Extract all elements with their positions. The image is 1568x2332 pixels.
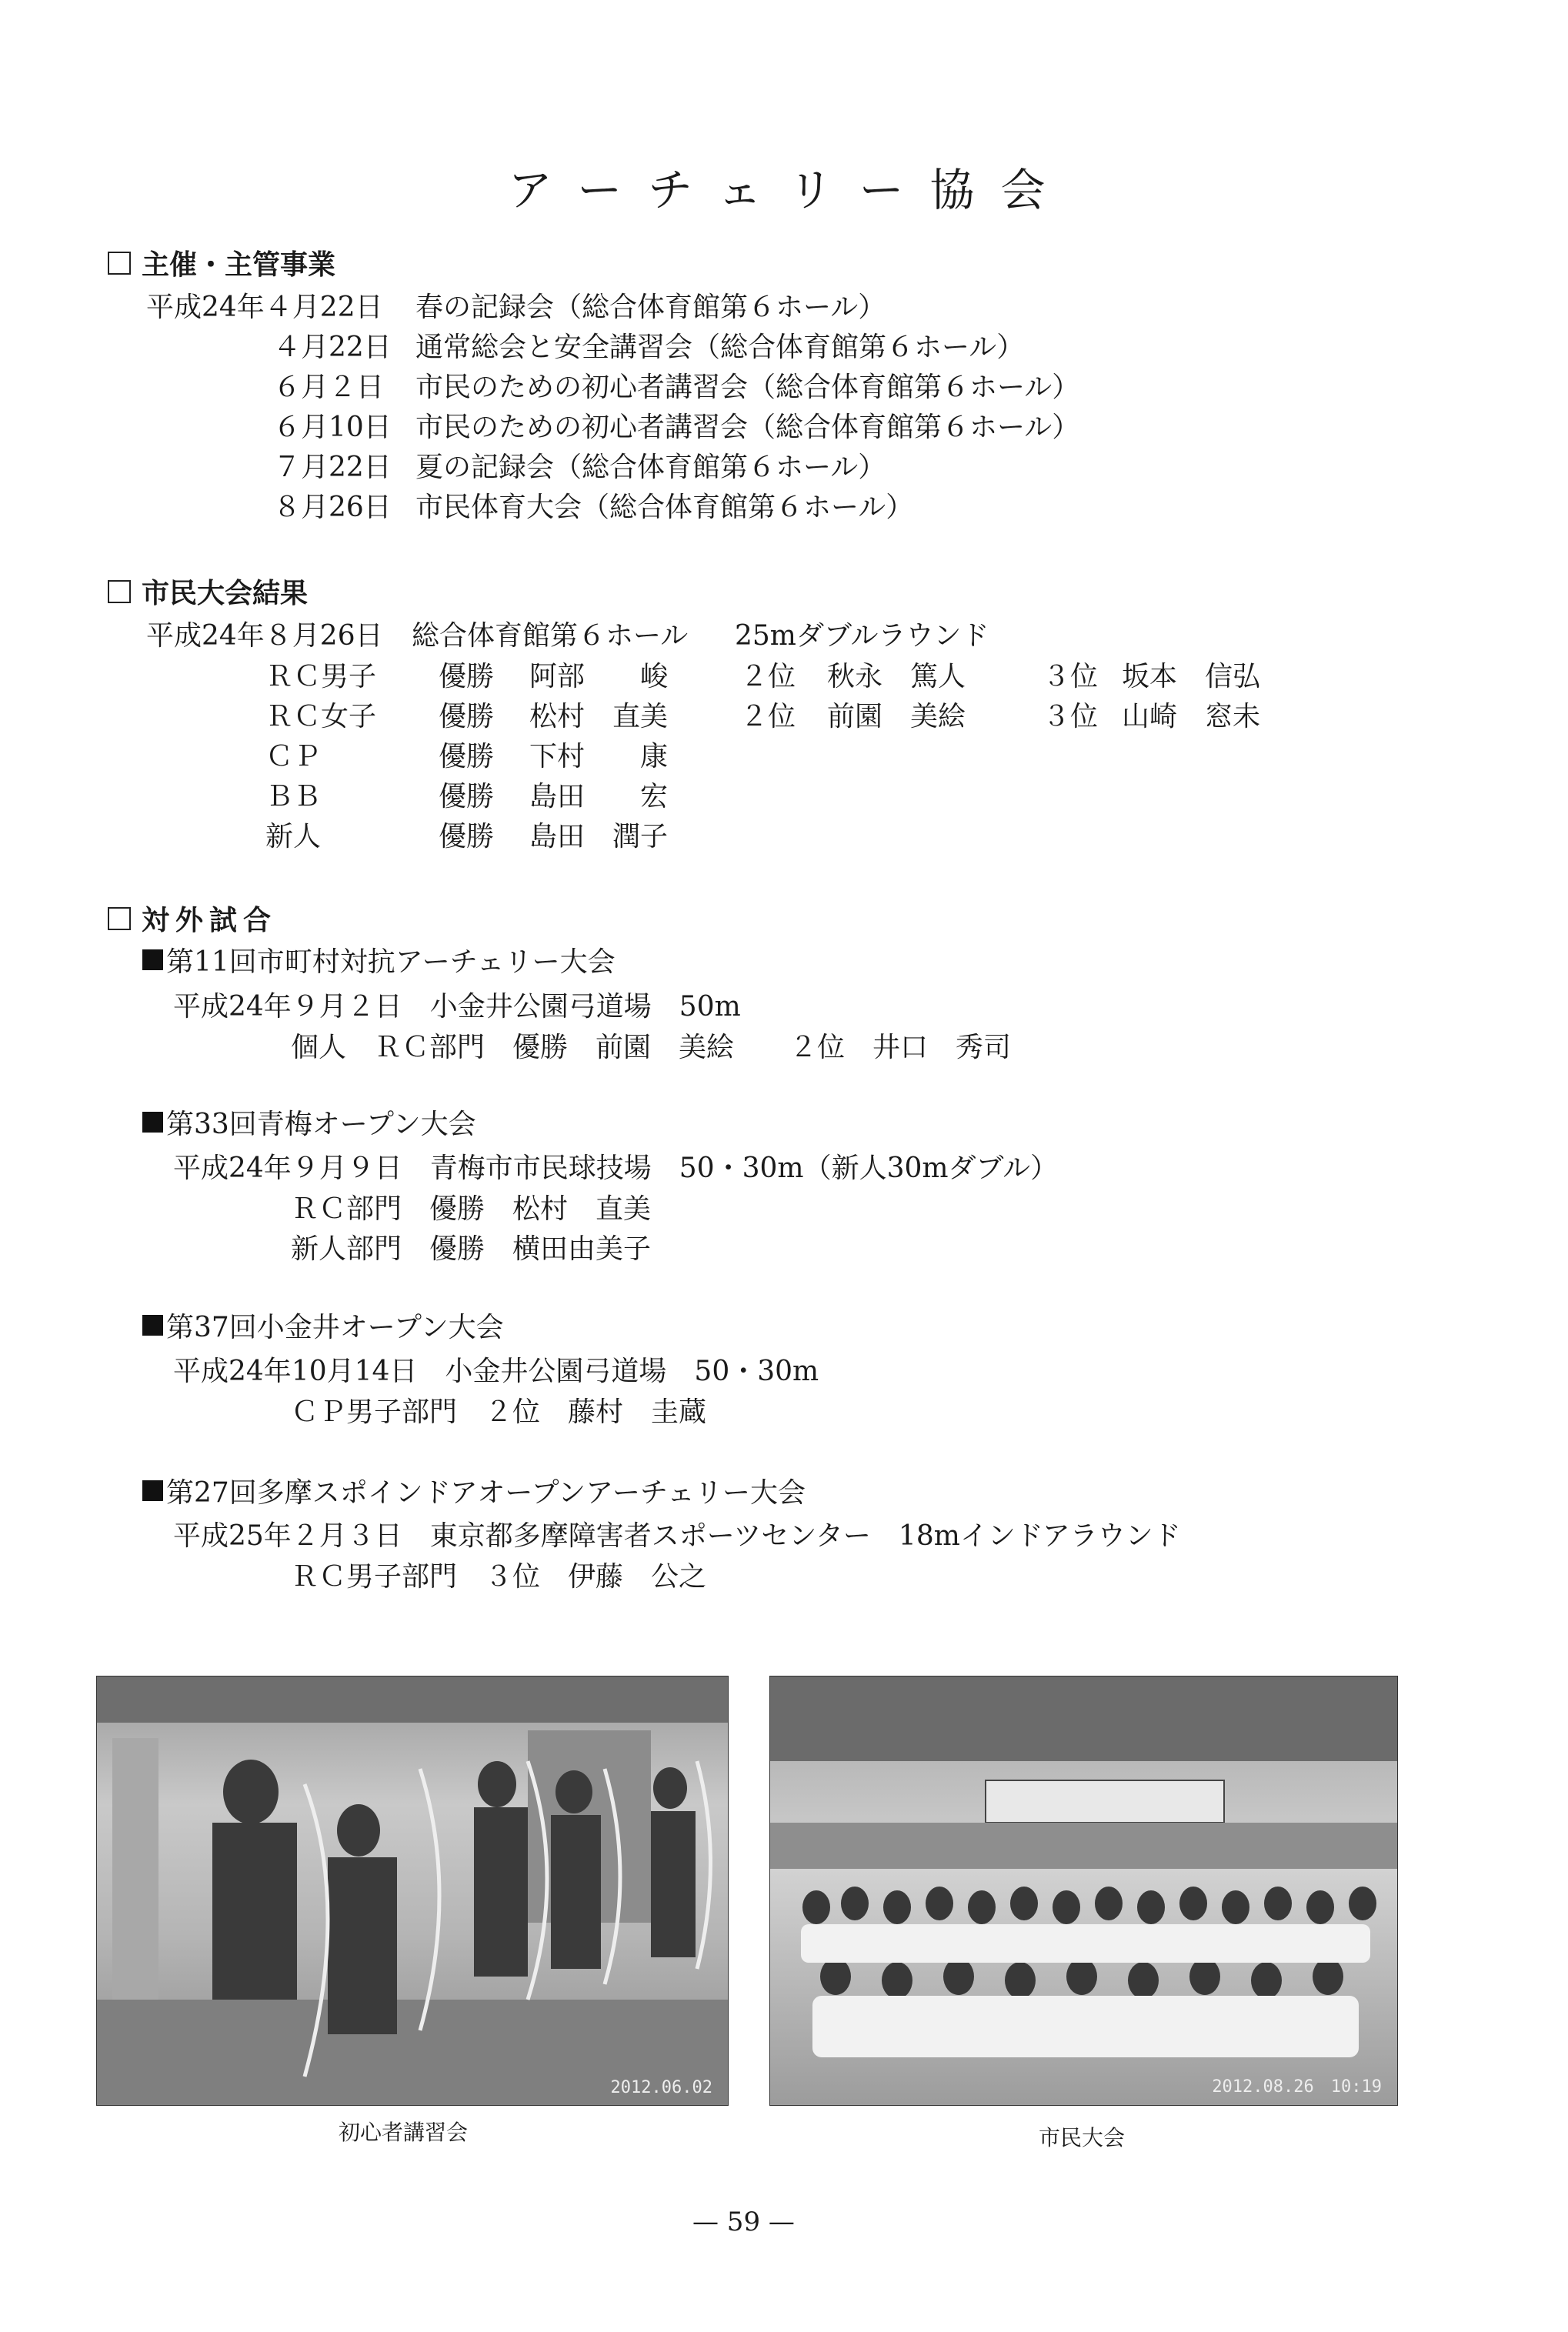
competition-title — [142, 1306, 504, 1345]
sponsored-date-1: 平成24年４月22日 — [146, 292, 383, 323]
result-second-label: ２位 — [740, 661, 796, 692]
sponsored-date-5: ７月22日 — [273, 452, 392, 483]
photo-date-stamp: 2012.08.26 10:19 — [1212, 2077, 1382, 2097]
competition-result: ＲＣ部門 優勝 松村 直美 — [291, 1193, 652, 1225]
result-category: ＢＢ — [265, 781, 322, 812]
group-photo-illustration — [770, 1676, 1397, 2105]
sponsored-text-1: 春の記録会（総合体育館第６ホール） — [415, 292, 886, 323]
section-title: 主催・主管事業 — [142, 249, 336, 281]
section-title: 市民大会結果 — [142, 578, 309, 609]
result-first-label: 優勝 — [439, 821, 495, 852]
result-first-label: 優勝 — [439, 781, 495, 812]
result-first-label: 優勝 — [439, 741, 495, 772]
sponsored-text-4: 市民のための初心者講習会（総合体育館第６ホール） — [415, 412, 1080, 443]
competition-title — [142, 1103, 476, 1142]
result-second-label: ２位 — [740, 701, 796, 732]
photo-citizen-tournament — [769, 1676, 1398, 2106]
sponsored-date-4: ６月10日 — [273, 412, 392, 443]
sponsored-date-6: ８月26日 — [273, 492, 392, 523]
competition-result: 個人 ＲＣ部門 優勝 前園 美絵 ２位 井口 秀司 — [291, 1032, 1012, 1063]
competition-result: ＲＣ男子部門 ３位 伊藤 公之 — [291, 1561, 707, 1593]
competition-name: 第11回市町村対抗アーチェリー大会 — [166, 946, 616, 978]
result-category: ＲＣ女子 — [265, 701, 377, 732]
checkbox-square-icon — [108, 907, 131, 930]
sponsored-text-6: 市民体育大会（総合体育館第６ホール） — [415, 492, 914, 523]
competition-name: 第27回多摩スポインドアオープンアーチェリー大会 — [166, 1477, 806, 1509]
result-first-name: 島田 宏 — [529, 781, 669, 812]
photo-date-stamp: 2012.06.02 — [610, 2078, 712, 2097]
competition-title — [142, 940, 616, 979]
checkbox-square-icon — [108, 580, 131, 603]
result-second-name: 前園 美絵 — [827, 701, 966, 732]
section-external-heading — [108, 899, 277, 938]
black-square-icon — [142, 1112, 163, 1133]
result-category: 新人 — [265, 821, 322, 852]
section-sponsored-heading — [108, 243, 335, 282]
citizen-venue: 総合体育館第６ホール — [412, 620, 689, 652]
result-third-label: ３位 — [1043, 661, 1099, 692]
section-title: 対外試合 — [142, 905, 278, 936]
black-square-icon — [142, 1315, 163, 1336]
competition-title — [142, 1471, 806, 1510]
sponsored-date-3: ６月２日 — [273, 372, 385, 403]
result-first-name: 阿部 峻 — [529, 661, 669, 692]
result-category: ＣＰ — [265, 741, 322, 772]
checkbox-square-icon — [108, 252, 131, 275]
black-square-icon — [142, 949, 163, 970]
competition-date-venue: 平成25年２月３日 東京都多摩障害者スポーツセンター 18mインドアラウンド — [173, 1520, 1181, 1552]
photo-caption-left: 初心者講習会 — [339, 2120, 469, 2145]
result-third-label: ３位 — [1043, 701, 1099, 732]
result-third-name: 山崎 窓未 — [1122, 701, 1261, 732]
competition-date-venue: 平成24年10月14日 小金井公園弓道場 50・30m — [173, 1356, 819, 1387]
result-first-label: 優勝 — [439, 661, 495, 692]
section-citizen-heading — [108, 572, 308, 611]
sponsored-text-3: 市民のための初心者講習会（総合体育館第６ホール） — [415, 372, 1080, 403]
black-square-icon — [142, 1480, 163, 1501]
competition-name: 第37回小金井オープン大会 — [166, 1312, 504, 1343]
result-third-name: 坂本 信弘 — [1122, 661, 1261, 692]
competition-date-venue: 平成24年９月２日 小金井公園弓道場 50m — [173, 991, 741, 1023]
competition-result: 新人部門 優勝 横田由美子 — [291, 1233, 652, 1265]
result-second-name: 秋永 篤人 — [827, 661, 966, 692]
result-category: ＲＣ男子 — [265, 661, 377, 692]
competition-name: 第33回青梅オープン大会 — [166, 1109, 476, 1140]
page-number: — 59 — — [692, 2207, 795, 2237]
result-first-name: 島田 潤子 — [529, 821, 669, 852]
sponsored-date-2: ４月22日 — [273, 332, 392, 363]
photo-caption-right: 市民大会 — [1039, 2125, 1126, 2150]
result-first-label: 優勝 — [439, 701, 495, 732]
citizen-format: 25mダブルラウンド — [735, 620, 989, 652]
result-first-name: 松村 直美 — [529, 701, 669, 732]
competition-result: ＣＰ男子部門 ２位 藤村 圭蔵 — [291, 1396, 707, 1428]
archers-photo-illustration — [97, 1676, 728, 2105]
sponsored-text-2: 通常総会と安全講習会（総合体育館第６ホール） — [415, 332, 1025, 363]
competition-date-venue: 平成24年９月９日 青梅市市民球技場 50・30m（新人30mダブル） — [173, 1153, 1059, 1184]
result-first-name: 下村 康 — [529, 741, 669, 772]
page-title: アーチェリー協会 — [508, 164, 1072, 216]
photo-beginner-class — [96, 1676, 729, 2106]
citizen-date: 平成24年８月26日 — [146, 620, 383, 652]
sponsored-text-5: 夏の記録会（総合体育館第６ホール） — [415, 452, 886, 483]
